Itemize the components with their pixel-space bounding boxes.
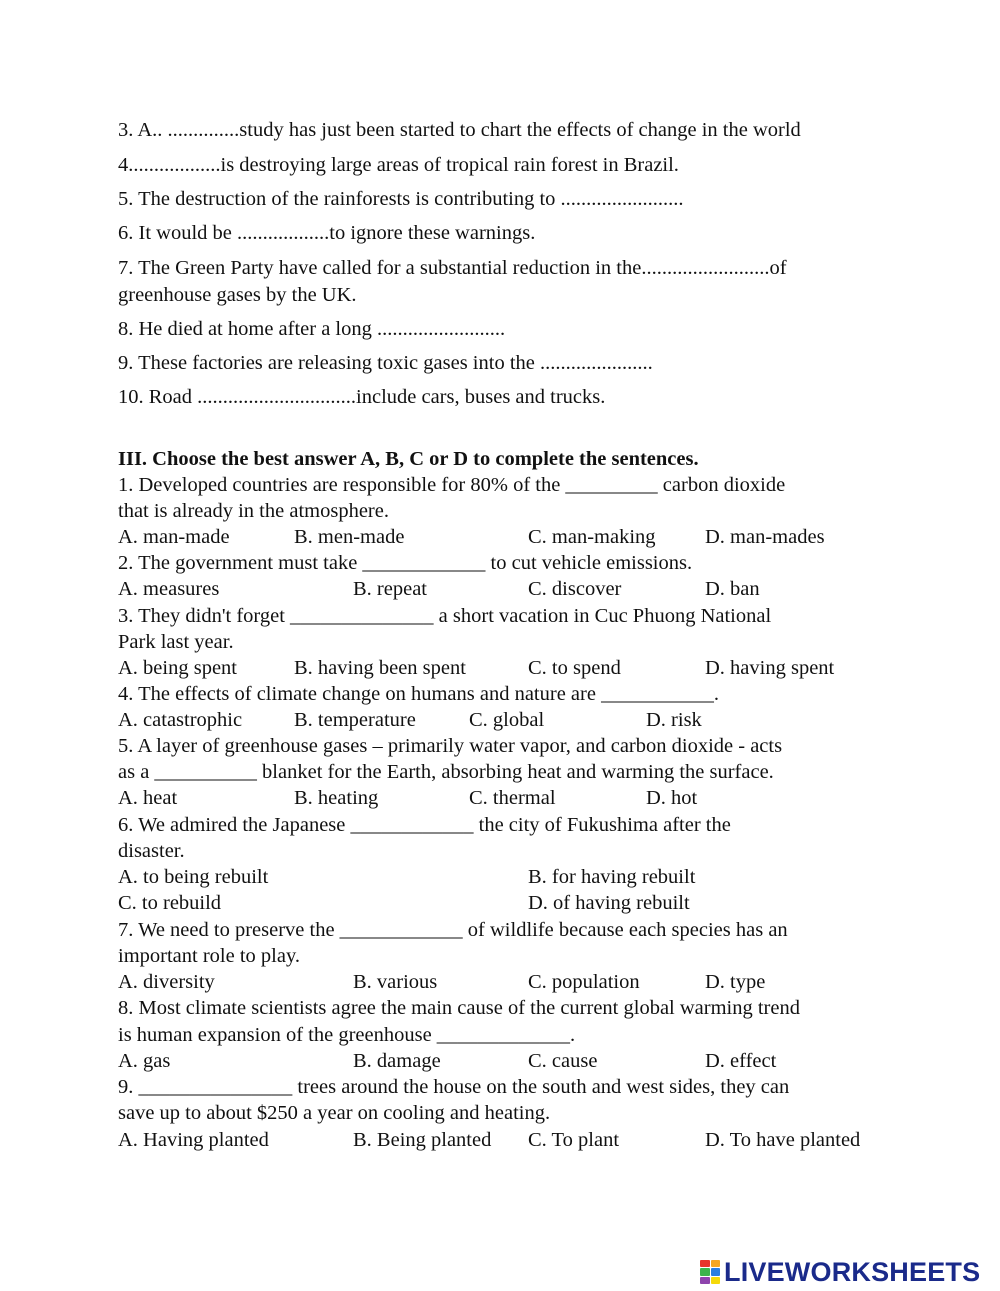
answer-option[interactable]: D. of having rebuilt	[528, 892, 690, 914]
question-line: 2. The government must take ____________ to cut vehicle emissions.	[118, 552, 693, 574]
fill-in-line: 10. Road ...............................include cars, buses and trucks.	[118, 386, 606, 408]
answer-option[interactable]: C. discover	[528, 578, 622, 600]
answer-option[interactable]: C. To plant	[528, 1129, 620, 1151]
answer-option[interactable]: A. diversity	[118, 971, 215, 993]
logo-mark-icon	[700, 1260, 720, 1284]
answer-option[interactable]: B. repeat	[353, 578, 427, 600]
answer-option[interactable]: A. Having planted	[118, 1129, 269, 1151]
answer-option[interactable]: A. catastrophic	[118, 709, 243, 731]
fill-in-line: 5. The destruction of the rainforests is contributing to ........................	[118, 188, 684, 210]
answer-option[interactable]: B. having been spent	[294, 657, 466, 679]
fill-in-line: 9. These factories are releasing toxic gases into the ......................	[118, 352, 653, 374]
answer-option[interactable]: A. to being rebuilt	[118, 866, 269, 888]
answer-option[interactable]: B. various	[353, 971, 438, 993]
answer-option[interactable]: A. gas	[118, 1050, 171, 1072]
question-line: 5. A layer of greenhouse gases – primarily water vapor, and carbon dioxide - acts	[118, 735, 783, 757]
answer-option[interactable]: C. to spend	[528, 657, 621, 679]
answer-option[interactable]: B. Being planted	[353, 1129, 492, 1151]
answer-option[interactable]: D. effect	[705, 1050, 777, 1072]
logo-text: LIVEWORKSHEETS	[724, 1256, 981, 1287]
question-line: 6. We admired the Japanese ____________ the city of Fukushima after the	[118, 814, 731, 836]
question-line: 1. Developed countries are responsible for 80% of the _________ carbon dioxide	[118, 474, 786, 496]
answer-option[interactable]: A. heat	[118, 787, 178, 809]
question-line: 3. They didn't forget ______________ a short vacation in Cuc Phuong National	[118, 605, 772, 627]
answer-option[interactable]: B. men-made	[294, 526, 405, 548]
fill-in-line: 4..................is destroying large areas of tropical rain forest in Brazil.	[118, 154, 679, 176]
answer-option[interactable]: C. thermal	[469, 787, 556, 809]
question-line: as a __________ blanket for the Earth, absorbing heat and warming the surface.	[118, 761, 774, 783]
answer-option[interactable]: A. measures	[118, 578, 220, 600]
fill-in-line: 3. A.. ..............study has just been started to chart the effects of change in the world	[118, 119, 801, 141]
question-line: important role to play.	[118, 945, 300, 967]
answer-option[interactable]: D. ban	[705, 578, 760, 600]
question-line: save up to about $250 a year on cooling and heating.	[118, 1102, 551, 1124]
answer-option[interactable]: C. cause	[528, 1050, 598, 1072]
question-line: 7. We need to preserve the ____________ of wildlife because each species has an	[118, 919, 788, 941]
answer-option[interactable]: D. type	[705, 971, 766, 993]
answer-option[interactable]: D. man-mades	[705, 526, 825, 548]
question-line: 8. Most climate scientists agree the main cause of the current global warming trend	[118, 997, 800, 1019]
answer-option[interactable]: D. hot	[646, 787, 698, 809]
fill-in-line: 8. He died at home after a long .........................	[118, 318, 506, 340]
answer-option[interactable]: C. to rebuild	[118, 892, 222, 914]
fill-in-line: 7. The Green Party have called for a substantial reduction in the.........................of	[118, 257, 787, 279]
question-line: 4. The effects of climate change on humans and nature are ___________.	[118, 683, 719, 705]
question-line: 9. _______________ trees around the house on the south and west sides, they can	[118, 1076, 790, 1098]
liveworksheets-logo	[700, 1257, 980, 1287]
answer-option[interactable]: B. damage	[353, 1050, 441, 1072]
answer-option[interactable]: C. man-making	[528, 526, 656, 548]
answer-option[interactable]: D. To have planted	[705, 1129, 861, 1151]
answer-option[interactable]: A. being spent	[118, 657, 237, 679]
question-line: that is already in the atmosphere.	[118, 500, 389, 522]
answer-option[interactable]: B. temperature	[294, 709, 416, 731]
question-line: Park last year.	[118, 631, 234, 653]
fill-in-line: 6. It would be ..................to ignore these warnings.	[118, 222, 536, 244]
answer-option[interactable]: C. population	[528, 971, 640, 993]
section-heading: III. Choose the best answer A, B, C or D to complete the sentences.	[118, 448, 699, 470]
answer-option[interactable]: D. risk	[646, 709, 702, 731]
question-line: disaster.	[118, 840, 185, 862]
answer-option[interactable]: B. for having rebuilt	[528, 866, 696, 888]
fill-in-line: greenhouse gases by the UK.	[118, 284, 357, 306]
answer-option[interactable]: C. global	[469, 709, 545, 731]
question-line: is human expansion of the greenhouse _____________.	[118, 1024, 576, 1046]
answer-option[interactable]: D. having spent	[705, 657, 835, 679]
answer-option[interactable]: A. man-made	[118, 526, 230, 548]
answer-option[interactable]: B. heating	[294, 787, 379, 809]
